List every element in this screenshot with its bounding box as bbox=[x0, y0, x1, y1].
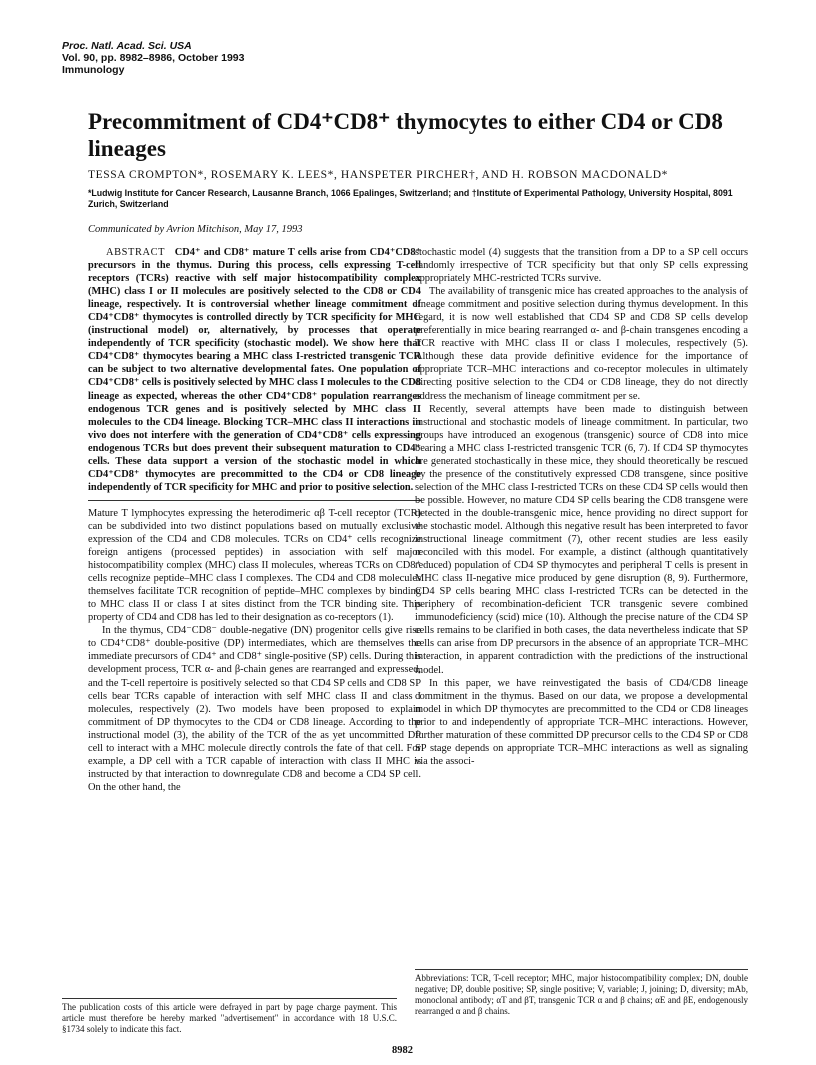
abstract-divider bbox=[88, 500, 421, 501]
author-list: TESSA CROMPTON*, ROSEMARY K. LEES*, HANSPETER PIRCHER†, AND H. ROBSON MACDONALD* bbox=[88, 169, 668, 181]
abbreviations-footnote: Abbreviations: TCR, T-cell receptor; MHC, major histocompatibility complex; DN, double negative; DP, double positive; SP, single positive; V, variable; J, joining; D, diversity; mAb, monoclonal antibody; αT and βT, transgenic TCR α and β chains; αE and βE, endogenously rearranged α and β chains. bbox=[415, 969, 748, 1017]
right-column bbox=[415, 246, 748, 768]
journal-name: Proc. Natl. Acad. Sci. USA bbox=[62, 40, 192, 52]
page-number: 8982 bbox=[392, 1045, 413, 1056]
article-title: Precommitment of CD4⁺CD8⁺ thymocytes to either CD4 or CD8 lineages bbox=[88, 109, 723, 161]
affiliations: *Ludwig Institute for Cancer Research, Lausanne Branch, 1066 Epalinges, Switzerland; and †Institute of Experimental Pathology, University Hospital, 8091 Zurich, Switzerland bbox=[88, 188, 733, 209]
body-paragraph: In this paper, we have reinvestigated the basis of CD4/CD8 lineage commitment in the thymus. Based on our data, we propose a developmental model in which DP thymocytes are precommitted to the CD4 or CD8 lineages prior to and independently of appropriate TCR–MHC interactions. However, further maturation of these committed DP precursor cells to the CD4 SP or CD8 SP stage depends on appropriate TCR–MHC interactions as well as signaling via the associ- bbox=[415, 677, 748, 767]
publication-cost-footnote: The publication costs of this article were defrayed in part by page charge payment. This article must therefore be hereby marked "advertisement" in accordance with 18 U.S.C. §1734 solely to indicate this fact. bbox=[62, 998, 397, 1035]
abstract-label: ABSTRACT bbox=[106, 247, 166, 258]
body-paragraph: Recently, several attempts have been made to distinguish between instructional and stochastic models of lineage commitment. In particular, two groups have introduced an exogenous (transgenic) source of CD8 into mice bearing a MHC class I-restricted transgenic TCR (6, 7). If CD4 SP thymocytes are generated stochastically in these mice, they should theoretically be rescued by the presence of the constitutively expressed CD8 transgene, since positive selection of the MHC class I-restricted TCRs on these CD4 SP cells would then be possible. However, no mature CD4 SP cells bearing the CD8 transgene were detected in the double-transgenic mice, hence providing no direct support for the stochastic model. Although this negative result has been interpreted to favor instructional lineage commitment (7), other recent studies are less easily reconciled with this model. For example, a distinct (although quantitatively reduced) population of CD4 SP thymocytes and peripheral T cells is present in MHC class II-negative mice produced by gene disruption (8, 9). Furthermore, CD4 SP cells bearing MHC class I-restricted TCRs can be detected in the periphery of recombination-deficient TCR transgenic severe combined immunodeficiency (scid) mice (10). Although the precise nature of the CD4 SP cells remains to be clarified in both cases, the data nevertheless indicate that SP cells can arise from DP precursors in the absence of an appropriate TCR–MHC interaction, in apparent contradiction with the predictions of the instructional model. bbox=[415, 403, 748, 676]
body-paragraph: The availability of transgenic mice has created approaches to the analysis of lineage commitment and positive selection during thymus development. In this regard, it is now well established that CD4 SP and CD8 SP cells develop preferentially in mice bearing rearranged α- and β-chain transgenes encoding a TCR reactive with MHC class II or class I molecules, respectively (5). Although these data provide definitive evidence for the importance of appropriate TCR–MHC interactions and co-receptor molecules in ultimately directing positive selection to the CD4 or CD8 lineage, they do not directly address the mechanism of lineage commitment per se. bbox=[415, 286, 748, 402]
body-paragraph: stochastic model (4) suggests that the transition from a DP to a SP cell occurs randomly irrespective of TCR specificity but that only SP cells expressing appropriately MHC-restricted TCRs survive. bbox=[415, 247, 748, 285]
communicated-by: Communicated by Avrion Mitchison, May 17, 1993 bbox=[88, 224, 303, 235]
abstract bbox=[88, 246, 421, 494]
abstract-text: CD4⁺ and CD8⁺ mature T cells arise from CD4⁺CD8⁺ precursors in the thymus. During this process, cells expressing T-cell receptors (TCRs) reactive with self major histocompatibility complex (MHC) class I or II molecules are positively selected to the CD8 or CD4 lineage, respectively. It is controversial whether lineage commitment of CD4⁺CD8⁺ thymocytes is controlled directly by TCR specificity for MHC (instructional model) or, alternatively, by processes that operate independently of TCR specificity (stochastic model). We show here that CD4⁺CD8⁺ thymocytes bearing a MHC class I-restricted transgenic TCR can be subject to two alternative developmental fates. One population of CD4⁺CD8⁺ cells is positively selected by MHC class I molecules to the CD8 lineage as expected, whereas the other CD4⁺CD8⁺ population rearranges endogenous TCR genes and is positively selected by MHC class II molecules to the CD4 lineage. Blocking TCR–MHC class II interactions in vivo does not interfere with the generation of CD4⁺CD8⁺ cells expressing endogenous TCRs but does prevent their subsequent maturation to CD4⁺ cells. These data support a version of the stochastic model in which CD4⁺CD8⁺ thymocytes are precommitted to the CD4 or CD8 lineage independently of TCR specificity for MHC and prior to positive selection. bbox=[88, 247, 421, 493]
journal-section: Immunology bbox=[62, 64, 125, 76]
body-paragraph: Mature T lymphocytes expressing the heterodimeric αβ T-cell receptor (TCR) can be subdivided into two distinct populations based on mutually exclusive expression of the CD4 and CD8 molecules. TCRs on CD4⁺ cells recognize foreign antigens (processed peptides) in association with self major histocompatibility complex (MHC) class II molecules, whereas TCRs on CD8⁺ cells recognize peptide–MHC class I complexes. The CD4 and CD8 molecules themselves facilitate TCR recognition of peptide–MHC complexes by binding to MHC class II or class I at sites distinct from the TCR binding site. This property of CD4 and CD8 has led to their designation as co-receptors (1). bbox=[88, 507, 421, 624]
journal-header bbox=[62, 40, 245, 76]
journal-volume: Vol. 90, pp. 8982–8986, October 1993 bbox=[62, 52, 245, 64]
body-paragraph: In the thymus, CD4⁻CD8⁻ double-negative (DN) progenitor cells give rise to CD4⁺CD8⁺ double-positive (DP) intermediates, which are themselves the immediate precursors of CD4⁺ and CD8⁺ single-positive (SP) cells. During this development process, TCR α- and β-chain genes are rearranged and expressed, and the T-cell repertoire is positively selected so that CD4 SP cells and CD8 SP cells bear TCRs capable of interaction with self MHC class II and class I molecules, respectively (2). Two models have been proposed to explain commitment of DP thymocytes to the CD4 or CD8 lineage. According to the instructional model (3), the ability of the TCR of the as yet uncommitted DP cell to interact with a MHC molecule directly controls the fate of that cell. For example, a DP cell with a TCR capable of interaction with class II MHC is instructed by that interaction to downregulate CD8 and become a CD4 SP cell. On the other hand, the bbox=[88, 625, 421, 793]
left-column bbox=[88, 246, 421, 794]
